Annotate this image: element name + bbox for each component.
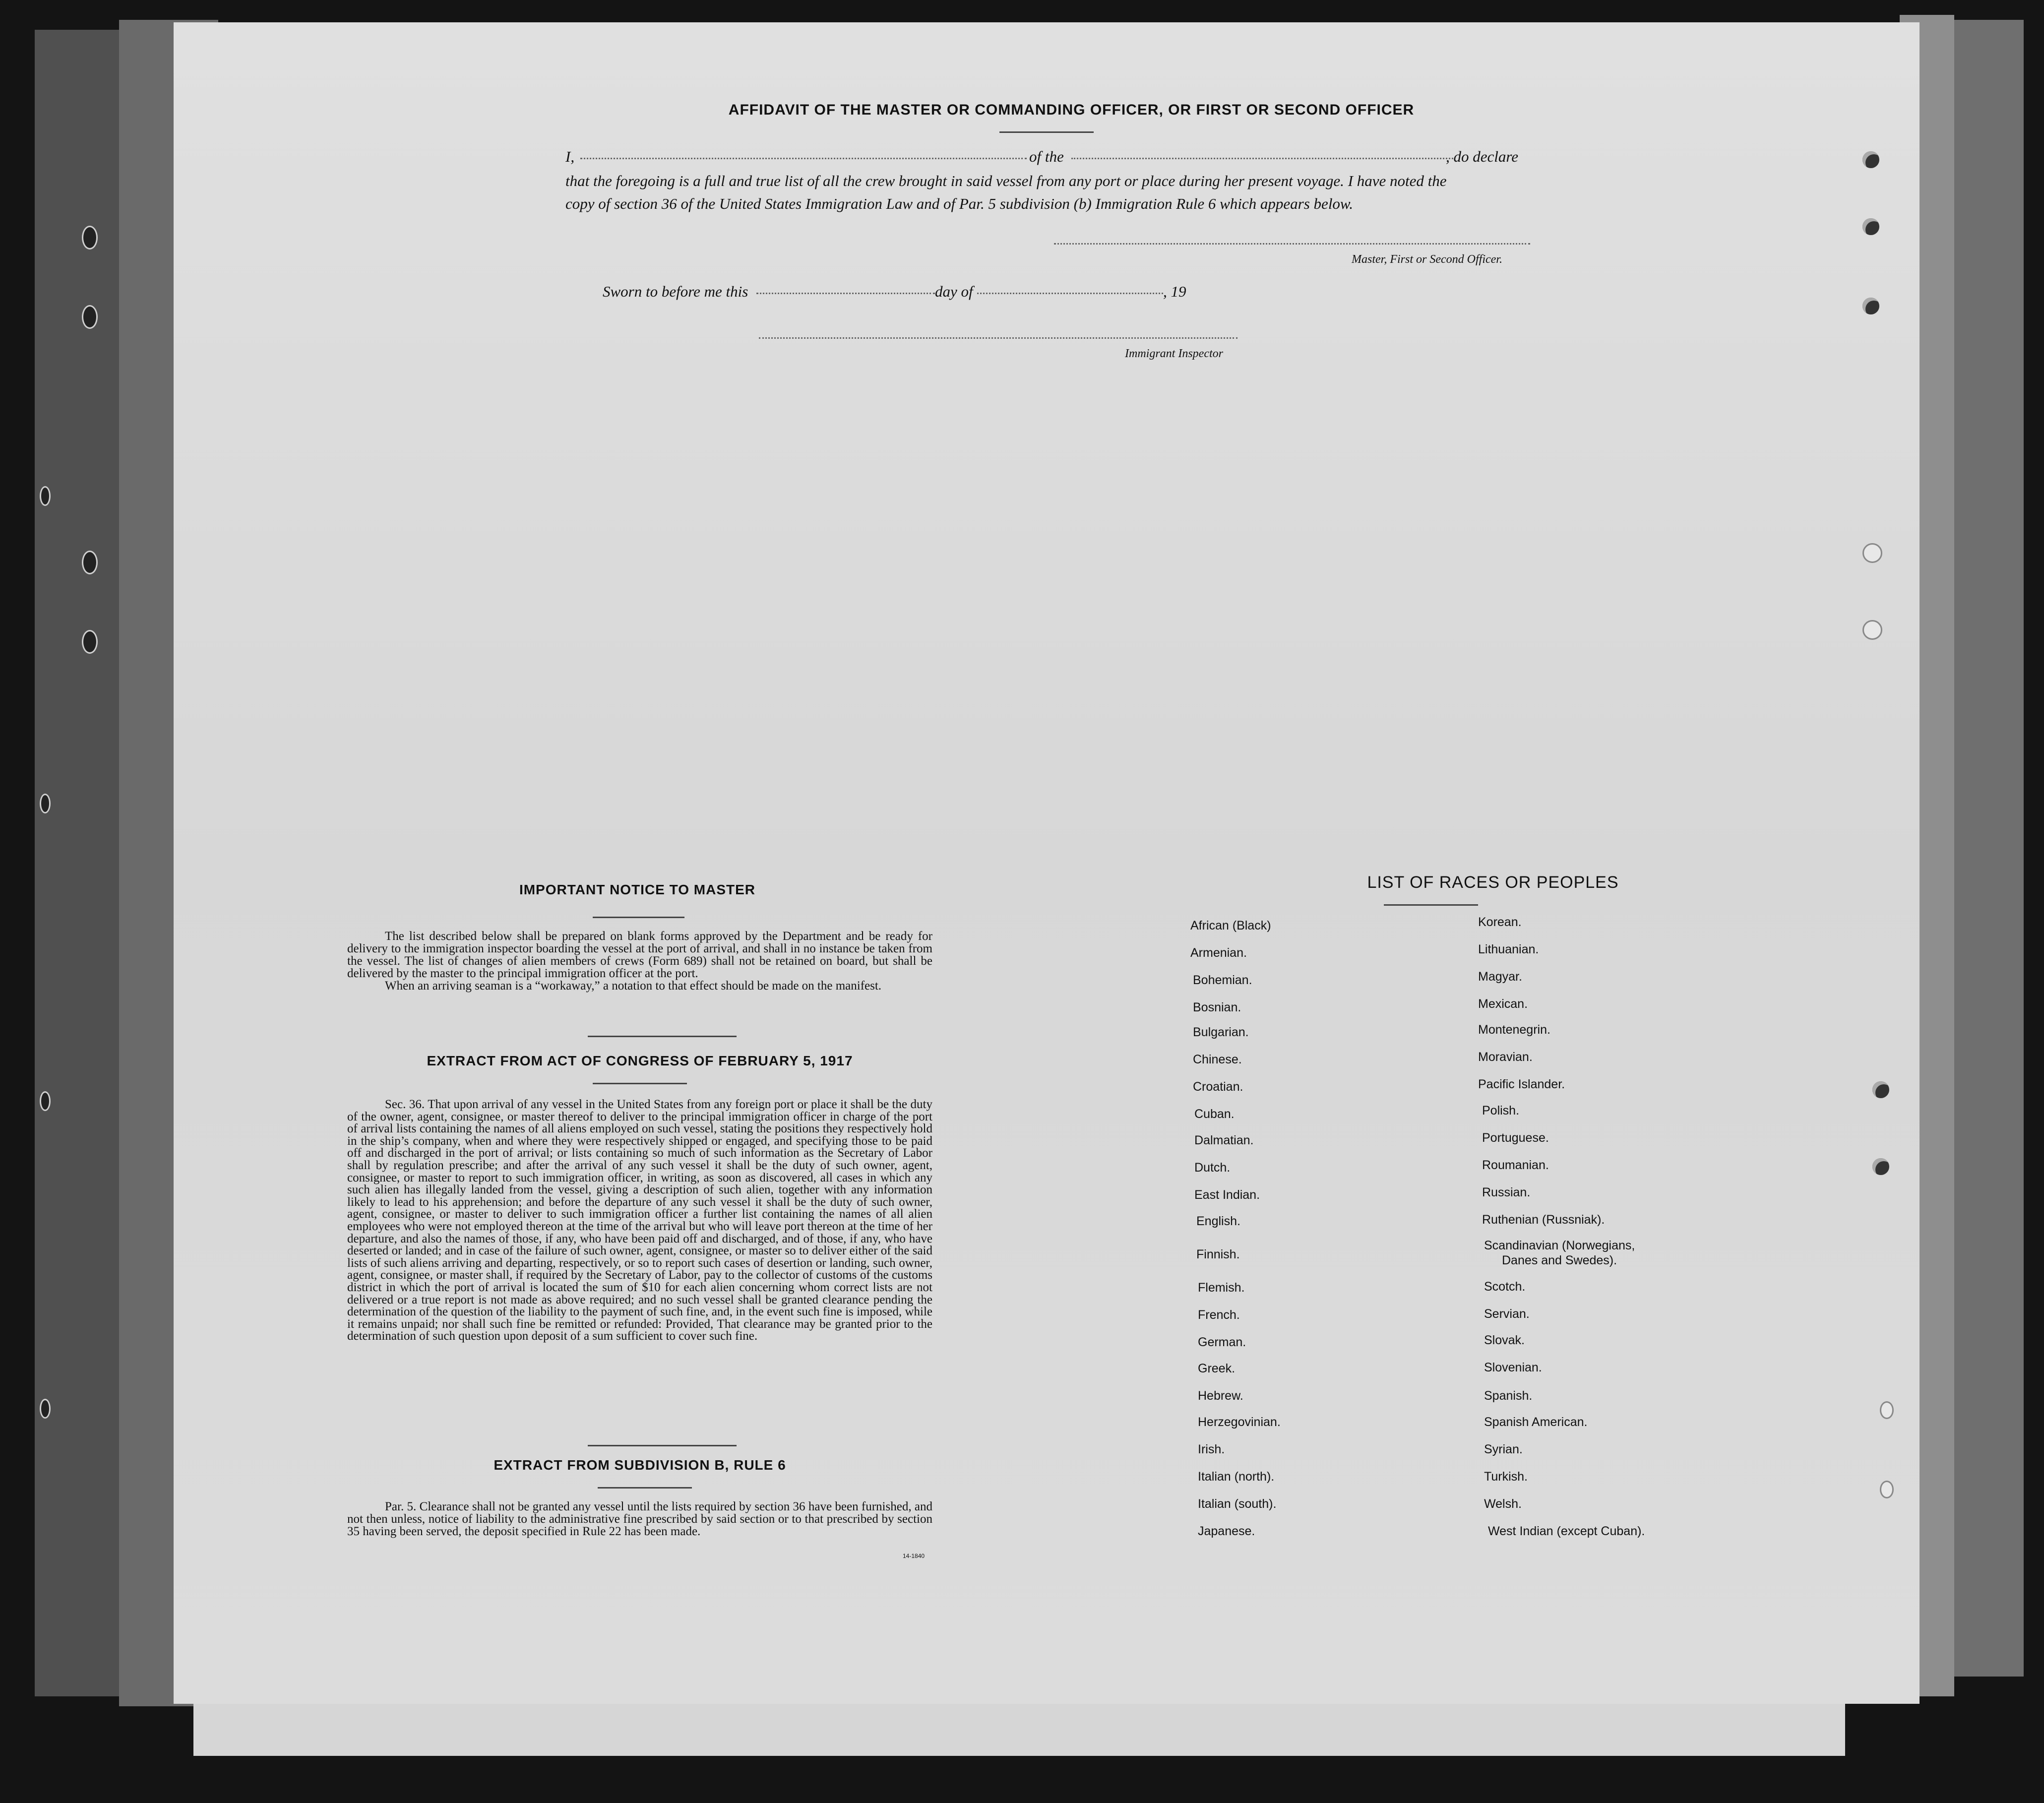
binder-hole-icon (40, 486, 51, 506)
extract-act-title: EXTRACT FROM ACT OF CONGRESS OF FEBRUARY 5, 1917 (427, 1053, 853, 1068)
sworn-year: , 19 (1163, 283, 1186, 300)
race-item: Moravian. (1478, 1050, 1533, 1064)
race-item: Korean. (1478, 915, 1522, 929)
race-item: Hebrew. (1198, 1389, 1243, 1403)
master-signature-blank (1054, 243, 1530, 245)
race-item: Chinese. (1193, 1053, 1242, 1066)
race-item: Russian. (1482, 1185, 1531, 1199)
race-item: Dutch. (1194, 1161, 1231, 1175)
race-item: Roumanian. (1482, 1158, 1549, 1172)
race-item: Dalmatian. (1194, 1133, 1254, 1147)
race-item: Ruthenian (Russniak). (1482, 1213, 1605, 1227)
race-item: Bulgarian. (1193, 1025, 1249, 1039)
race-item: Japanese. (1198, 1524, 1255, 1538)
page-hole-icon (1862, 543, 1882, 563)
race-item: Slovak. (1484, 1333, 1525, 1347)
race-item: English. (1196, 1214, 1240, 1228)
page-hole-icon (1880, 1401, 1894, 1419)
extract-rule-body (347, 1500, 932, 1538)
race-item: Portuguese. (1482, 1131, 1549, 1145)
inspector-signature-blank (759, 337, 1238, 339)
sworn-prefix: Sworn to before me this (603, 283, 748, 300)
binder-hole-icon (82, 305, 98, 329)
race-item: Lithuanian. (1478, 942, 1539, 956)
extract-act-title-rule (593, 1083, 687, 1084)
race-item: Syrian. (1484, 1442, 1523, 1456)
extract-act-top-rule (588, 1036, 737, 1037)
race-item: Bosnian. (1193, 1000, 1241, 1014)
name-blank (580, 158, 1027, 159)
par-5-text: Par. 5. Clearance shall not be granted any vessel until the lists required by section 36 have been furnished, and not then unless, notice of liability to the administrative fine prescribed by said section or to that prescribed by section 35 having been served, the deposit specified in Rule 22 has been made. (347, 1500, 932, 1538)
extract-rule-title-rule (598, 1487, 692, 1489)
race-item: Finnish. (1196, 1247, 1240, 1261)
race-item: Montenegrin. (1478, 1023, 1550, 1037)
race-item: Servian. (1484, 1307, 1530, 1321)
race-item: Bohemian. (1193, 973, 1252, 987)
race-item: Flemish. (1198, 1281, 1245, 1295)
section-36-text: Sec. 36. That upon arrival of any vessel in the United States from any foreign port or place it shall be the duty of the owner, agent, consignee, or master thereof to deliver to the principal immigration officer in charge of the port of arrival lists containing the names of all aliens employed on such vessel, stating the positions they respectively hold in the ship’s company, when and where they were respectively shipped or engaged, and specifying those to be paid off and discharged in the port of arrival; or lists containing so much of such information as the Secretary of Labor shall by regulation prescribe; and after the arrival of any such vessel it shall be the duty of such owner, agent, consignee, or master to report to such immigration officer, in writing, as soon as discovered, all cases in which any such alien has illegally landed from the vessel, giving a description of such alien, together with any information likely to lead to his apprehension; and before the departure of any such vessel it shall be the duty of such owner, agent, consignee, or master to deliver to such immigration officer a further list containing the names of all alien employees who were not employed thereon at the time of the arrival but who will leave port thereon at the time of her departure, and also the names of those, if any, who have been paid off and discharged, and of those, if any, who have deserted or landed; and in case of the failure of such owner, agent, consignee, or master so to deliver either of the said lists of such aliens arriving and departing, respectively, or so to report such cases of desertion or landing, such owner, agent, consignee, or master shall, if required by the Secretary of Labor, pay to the collector of customs of the customs district in which the port of arrival is located the sum of $10 for each alien concerning whom correct lists are not delivered or a true report is not made as above required; and no such vessel shall be granted clearance pending the determination of the question of the liability to the payment of such fine, and, in the event such fine is imposed, while it remains unpaid; nor shall such fine be remitted or refunded: Provided, That clearance may be granted prior to the determination of such question upon deposit of a sum sufficient to cover such fine. (347, 1098, 932, 1343)
race-item: Welsh. (1484, 1497, 1522, 1511)
race-item: Polish. (1482, 1104, 1520, 1118)
race-item: Scotch. (1484, 1280, 1526, 1294)
notice-body (347, 930, 932, 992)
form-number: 14-1840 (903, 1553, 925, 1559)
race-item: Mexican. (1478, 997, 1528, 1011)
race-item: Slovenian. (1484, 1361, 1542, 1374)
page-hole-icon (1862, 218, 1879, 235)
page-hole-icon (1862, 151, 1879, 168)
race-item: Danes and Swedes). (1502, 1253, 1617, 1267)
inspector-label: Immigrant Inspector (1125, 347, 1223, 360)
race-item: French. (1198, 1308, 1240, 1322)
back-sheet-bottom (193, 1696, 1845, 1756)
extract-rule-title: EXTRACT FROM SUBDIVISION B, RULE 6 (494, 1457, 786, 1473)
sworn-day-blank (756, 293, 935, 294)
race-item: Turkish. (1484, 1470, 1528, 1484)
sworn-month-blank (977, 293, 1163, 294)
notice-title: IMPORTANT NOTICE TO MASTER (519, 882, 756, 897)
race-item: Italian (north). (1198, 1470, 1275, 1484)
binder-hole-icon (40, 794, 51, 813)
notice-paragraph-1: The list described below shall be prepared on blank forms approved by the Department and be ready for delivery to the immigration inspector boarding the vessel at the port of arrival, and shall in no instance be taken from the vessel. The list of changes of alien members of crews (Form 689) shall not be retained on board, but shall be delivered by the master to the principal immigration officer at the port. (347, 930, 932, 980)
race-item: Magyar. (1478, 970, 1522, 984)
page-hole-icon (1872, 1081, 1889, 1098)
page-hole-icon (1880, 1481, 1894, 1498)
race-item: East Indian. (1194, 1188, 1260, 1202)
affidavit-declare-label: , do declare (1446, 148, 1519, 165)
race-item: Croatian. (1193, 1080, 1243, 1094)
binder-hole-icon (82, 551, 98, 574)
notice-title-rule (593, 917, 684, 918)
vessel-blank (1071, 158, 1453, 159)
extract-act-body (347, 1099, 932, 1343)
sworn-day-of: day of (935, 283, 973, 300)
race-item: Cuban. (1194, 1107, 1235, 1121)
page-hole-icon (1862, 620, 1882, 640)
manifest-page (174, 22, 1920, 1704)
affidavit-i-label: I, (565, 148, 575, 165)
race-item: Italian (south). (1198, 1497, 1277, 1511)
affidavit-of-the-label: of the (1029, 148, 1064, 165)
master-label: Master, First or Second Officer. (1352, 253, 1502, 266)
binder-hole-icon (82, 630, 98, 654)
binder-hole-icon (40, 1091, 51, 1111)
binder-hole-icon (82, 226, 98, 249)
binder-hole-icon (40, 1399, 51, 1419)
race-item: German. (1198, 1335, 1246, 1349)
affidavit-title: AFFIDAVIT OF THE MASTER OR COMMANDING OFFICER, OR FIRST OR SECOND OFFICER (728, 102, 1415, 118)
races-title-rule (1384, 904, 1478, 906)
notice-paragraph-2: When an arriving seaman is a “workaway,” a notation to that effect should be made on the manifest. (385, 979, 882, 993)
affidavit-line-2: that the foregoing is a full and true list of all the crew brought in said vessel from any port or place during her present voyage. I have noted the (565, 172, 1447, 189)
race-item: Irish. (1198, 1442, 1225, 1456)
race-item: Herzegovinian. (1198, 1415, 1281, 1429)
extract-rule-top-rule (588, 1445, 737, 1446)
race-item: Spanish. (1484, 1389, 1533, 1403)
affidavit-line-3: copy of section 36 of the United States Immigration Law and of Par. 5 subdivision (b) Immigration Rule 6 which appears below. (565, 195, 1354, 212)
race-item: Armenian. (1190, 946, 1247, 960)
page-hole-icon (1872, 1158, 1889, 1175)
affidavit-title-rule (999, 131, 1094, 133)
races-title: LIST OF RACES OR PEOPLES (1367, 873, 1619, 892)
race-item: Greek. (1198, 1362, 1236, 1375)
page-hole-icon (1862, 298, 1879, 314)
race-item: West Indian (except Cuban). (1488, 1524, 1645, 1538)
race-item: Scandinavian (Norwegians, (1484, 1239, 1635, 1252)
race-item: Spanish American. (1484, 1415, 1588, 1429)
race-item: Pacific Islander. (1478, 1077, 1565, 1091)
race-item: African (Black) (1190, 919, 1271, 933)
